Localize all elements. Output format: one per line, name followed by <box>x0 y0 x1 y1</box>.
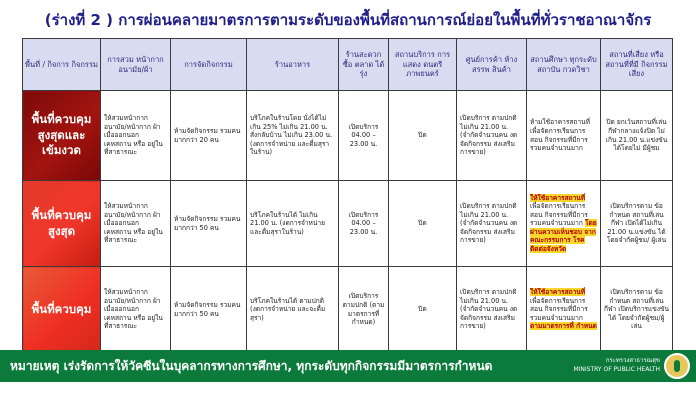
cell-mall: เปิดบริการ ตามปกติ ไม่เกิน 21.00 น. (จำกัดจำนวนคน งดจัดกิจกรรม ส่งเสริมการขาย) <box>457 267 527 353</box>
cell-restaurant: บริโภคในร้านได้ ตามปกติ (งดการจำหน่าย และจะดื่มสุรา) <box>247 267 339 353</box>
school-highlight: ให้ใช้อาคารสถานที่ <box>530 193 586 202</box>
zone-max-label: พื้นที่ควบคุม สูงสุด <box>23 181 101 267</box>
cell-convenience: เปิดบริการ ตามปกติ (ตาม มาตรการที่ กำหนด) <box>339 267 389 353</box>
cell-mask: ให้สวมหน้ากาก อนามัย/หน้ากาก ผ้า เมื่อออกนอก เคหสถาน หรือ อยู่ในที่สาธารณะ <box>101 181 171 267</box>
school-text: เพื่อจัดการเรียนการ สอน กิจกรรมที่มีการ รวมคนจำนวนมาก <box>530 202 588 228</box>
header-risk-venue: สถานที่เสี่ยง หรือ สถานที่ที่มี กิจกรรมเสี่ยง <box>601 39 673 91</box>
table-row <box>23 181 673 267</box>
cell-convenience: เปิดบริการ 04.00 – 23.00 น. <box>339 91 389 181</box>
ministry-name-en: MINISTRY OF PUBLIC HEALTH <box>573 366 660 373</box>
zone-control-label: พื้นที่ควบคุม <box>23 267 101 353</box>
cell-mall: เปิดบริการ ตามปกติ ไม่เกิน 21.00 น. (จำกัดจำนวนคน งดจัดกิจกรรม ส่งเสริมการขาย) <box>457 91 527 181</box>
school-highlight: ให้ใช้อาคารสถานที่ <box>530 288 586 297</box>
cell-entertainment: ปิด <box>389 267 457 353</box>
ministry-logo-icon <box>664 353 690 379</box>
cell-entertainment: ปิด <box>389 181 457 267</box>
cell-school <box>527 267 601 353</box>
page-title: (ร่างที่ 2 ) การผ่อนคลายมาตรการตามระดับของพื้นที่สถานการณ์ย่อยในพื้นที่ทั่วราชอาณาจักร <box>44 11 652 29</box>
header-activity: การจัดกิจกรรม <box>171 39 247 91</box>
cell-risk-venue: ปิด ยกเว้นสถานที่เล่น กีฬากลางแจ้งปิด ไม่เกิน 21.00 น.แข่งขันได้โดยไม่ มีผู้ชม <box>601 91 673 181</box>
header-mask: การสวม หน้ากาก อนามัย/ผ้า <box>101 39 171 91</box>
header-school: สถานศึกษา ทุกระดับ สถาบัน กวดวิชา <box>527 39 601 91</box>
header-row <box>23 39 673 91</box>
header-mall: ศูนย์การค้า ห้างสรรพ สินค้า <box>457 39 527 91</box>
cell-entertainment: ปิด <box>389 91 457 181</box>
cell-risk-venue: เปิดบริการตาม ข้อกำหนด สถานที่เล่นกีฬา เปิดบริการแข่งขันได้ โดยจำกัดผู้ชม/ผู้ เล่น <box>601 267 673 353</box>
footer-banner <box>0 350 696 382</box>
school-text: เพื่อจัดการเรียนการ สอน กิจกรรมที่มีการ รวมคนจำนวนมาก <box>530 296 588 322</box>
cell-risk-venue: เปิดบริการตาม ข้อกำหนด สถานที่เล่นกีฬา เปิดได้ไม่เกิน 21.00 น.แข่งขัน ได้โดยจำกัดผู้ชม/ ผู้เล่น <box>601 181 673 267</box>
cell-activity: ห้ามจัดกิจกรรม รวมคนมากกว่า 20 คน <box>171 91 247 181</box>
school-highlight-note: ตามมาตรการที่ กำหนด <box>530 322 597 331</box>
table-row <box>23 267 673 353</box>
header-convenience: ร้านสะดวก ซื้อ ตลาด ได้รุ่ง <box>339 39 389 91</box>
cell-school: ห้ามใช้อาคารสถานที่ เพื่อจัดการเรียนการ สอน กิจกรรมที่มีการ รวมคนจำนวนมาก <box>527 91 601 181</box>
cell-restaurant: บริโภคในร้านได้ ไม่เกิน 21.00 น. (งดการจำหน่าย และดื่มสุราในร้าน) <box>247 181 339 267</box>
header-area: พื้นที่ / กิจการ กิจกรรม <box>23 39 101 91</box>
table-row <box>23 91 673 181</box>
cell-restaurant: บริโภคในร้านโดย นั่งได้ไม่เกิน 25% ไม่เกิน 21.00 น. สั่งกลับบ้าน ไม่เกิน 23.00 น. (งดการจำหน่าย และดื่มสุราในร้าน) <box>247 91 339 181</box>
cell-mask: ให้สวมหน้ากาก อนามัย/หน้ากาก ผ้า เมื่อออกนอก เคหสถาน หรือ อยู่ในที่สาธารณะ <box>101 91 171 181</box>
header-entertainment: สถานบริการ การแสดง ดนตรี ภาพยนตร์ <box>389 39 457 91</box>
ministry-name <box>573 356 660 374</box>
zone-strict-label: พื้นที่ควบคุม สูงสุดและ เข้มงวด <box>23 91 101 181</box>
cell-convenience: เปิดบริการ 04.00 – 23.00 น. <box>339 181 389 267</box>
cell-activity: ห้ามจัดกิจกรรม รวมคนมากกว่า 50 คน <box>171 181 247 267</box>
cell-school <box>527 181 601 267</box>
measures-table <box>22 38 673 353</box>
footer-note: หมายเหตุ เร่งรัดการให้วัคซีนในบุคลากรทางการศึกษา, ทุกระดับทุกกิจกรรมมีมาตรการกำหนด <box>10 358 493 373</box>
cell-mall: เปิดบริการ ตามปกติ ไม่เกิน 21.00 น. (จำกัดจำนวนคน งดจัดกิจกรรม ส่งเสริมการขาย) <box>457 181 527 267</box>
cell-mask: ให้สวมหน้ากาก อนามัย/หน้ากาก ผ้า เมื่อออกนอก เคหสถาน หรือ อยู่ในที่สาธารณะ <box>101 267 171 353</box>
cell-activity: ห้ามจัดกิจกรรม รวมคนมากกว่า 50 คน <box>171 267 247 353</box>
ministry-name-th: กระทรวงสาธารณสุข <box>605 357 660 364</box>
school-highlight-note: โดยผ่านความเห็นชอบ จากคณะกรรมการ โรคติดต่อจังหวัด <box>530 219 597 253</box>
header-restaurant: ร้านอาหาร <box>247 39 339 91</box>
